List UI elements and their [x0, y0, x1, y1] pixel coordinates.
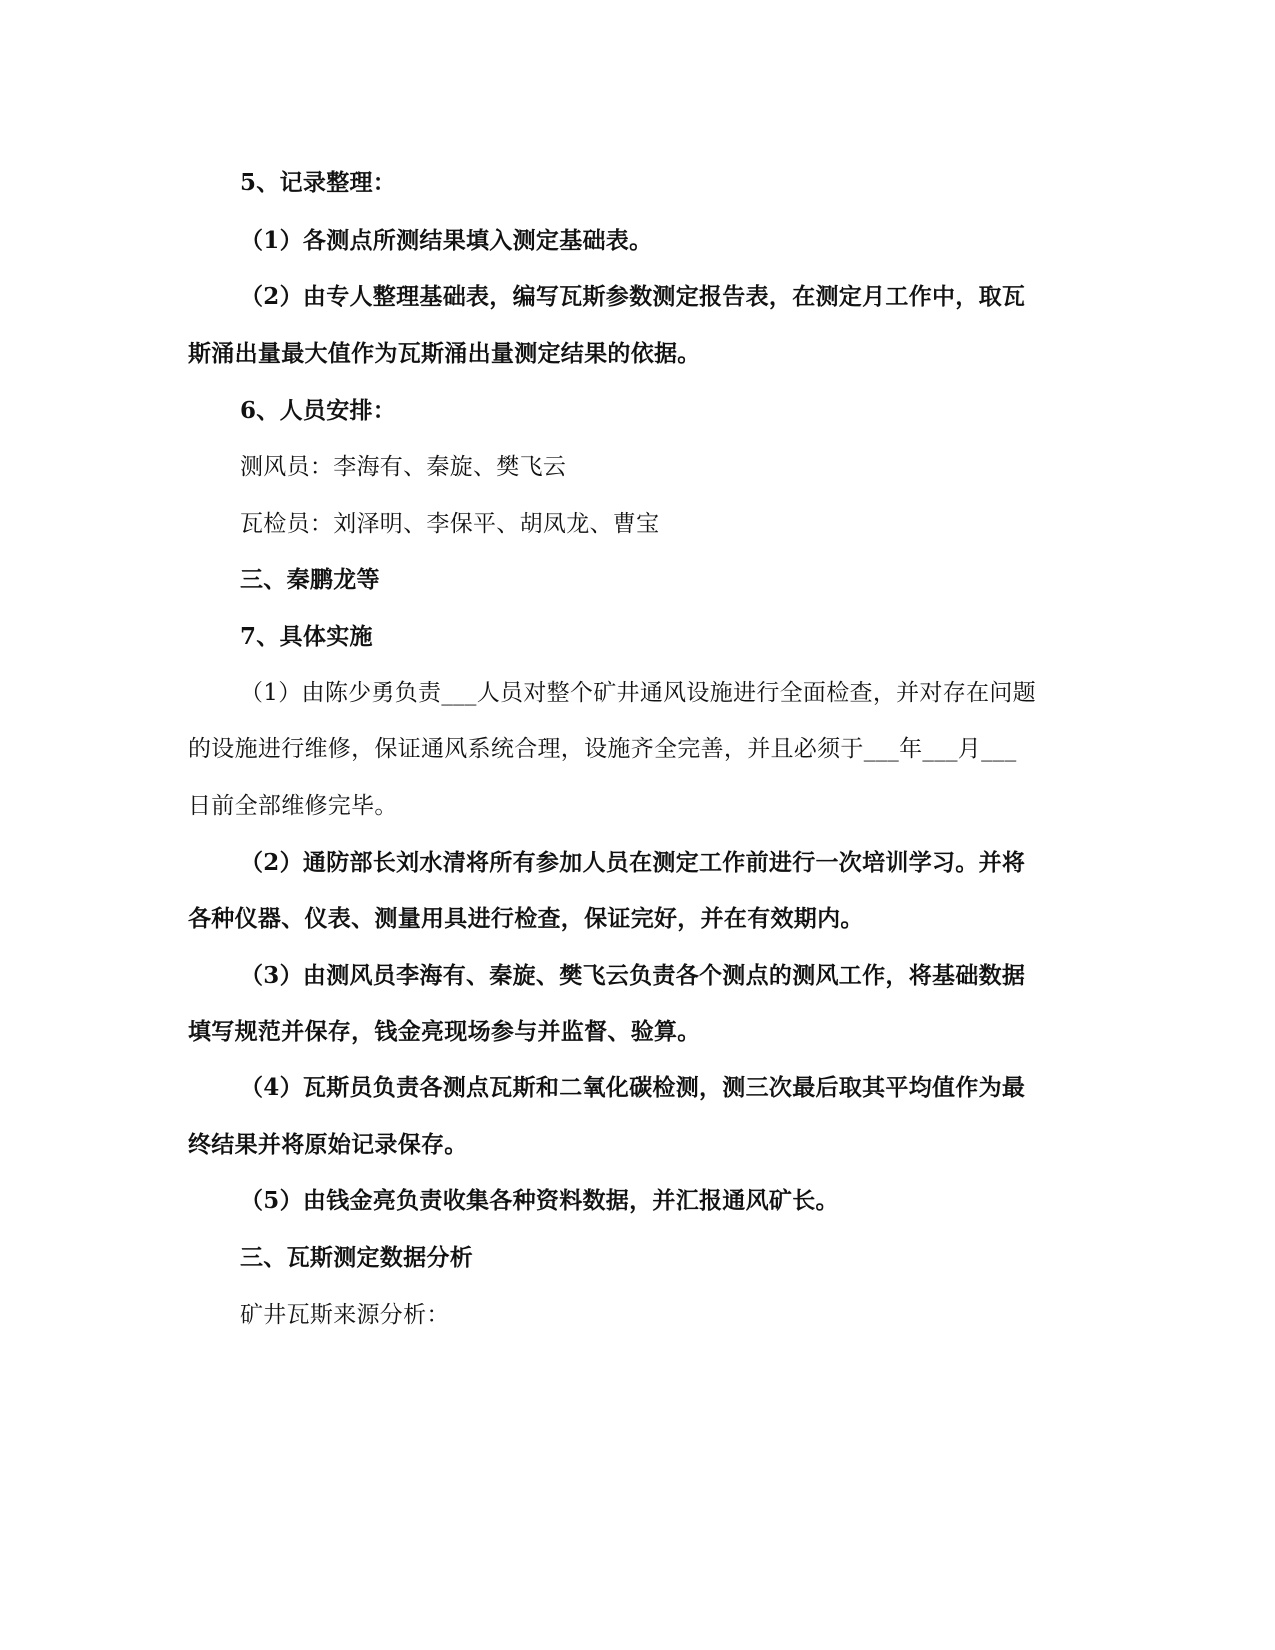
section-heading-record: 5、记录整理：: [240, 169, 397, 196]
section-heading-staff: 6、人员安排：: [240, 397, 397, 424]
paragraph-line: 矿井瓦斯来源分析：: [240, 1302, 450, 1328]
paragraph-line: 三、秦鹏龙等: [240, 566, 380, 593]
paragraph-line: （3）由测风员李海有、秦旋、樊飞云负责各个测点的测风工作，将基础数据: [240, 962, 1026, 989]
paragraph-line: （2）由专人整理基础表，编写瓦斯参数测定报告表，在测定月工作中，取瓦: [240, 283, 1026, 310]
paragraph-line: 斯涌出量最大值作为瓦斯涌出量测定结果的依据。: [188, 340, 701, 367]
section-heading-implementation: 7、具体实施: [240, 623, 373, 650]
paragraph-line: （5）由钱金亮负责收集各种资料数据，并汇报通风矿长。: [240, 1187, 839, 1214]
paragraph-line: 的设施进行维修，保证通风系统合理，设施齐全完善，并且必须于___年___月___: [188, 736, 1017, 762]
paragraph-line: 填写规范并保存，钱金亮现场参与并监督、验算。: [188, 1018, 701, 1045]
paragraph-line: 测风员：李海有、秦旋、樊飞云: [240, 454, 567, 480]
paragraph-line: （1）由陈少勇负责___人员对整个矿井通风设施进行全面检查，并对存在问题: [240, 680, 1036, 706]
paragraph-line: 各种仪器、仪表、测量用具进行检查，保证完好，并在有效期内。: [188, 905, 864, 932]
paragraph-line: （1）各测点所测结果填入测定基础表。: [240, 227, 653, 254]
paragraph-line: （2）通防部长刘水清将所有参加人员在测定工作前进行一次培训学习。并将: [240, 849, 1026, 876]
section-heading-analysis: 三、瓦斯测定数据分析: [240, 1244, 473, 1271]
paragraph-line: 瓦检员：刘泽明、李保平、胡凤龙、曹宝: [240, 511, 660, 537]
paragraph-line: （4）瓦斯员负责各测点瓦斯和二氧化碳检测，测三次最后取其平均值作为最: [240, 1074, 1026, 1101]
paragraph-line: 终结果并将原始记录保存。: [188, 1131, 468, 1158]
paragraph-line: 日前全部维修完毕。: [188, 793, 398, 819]
